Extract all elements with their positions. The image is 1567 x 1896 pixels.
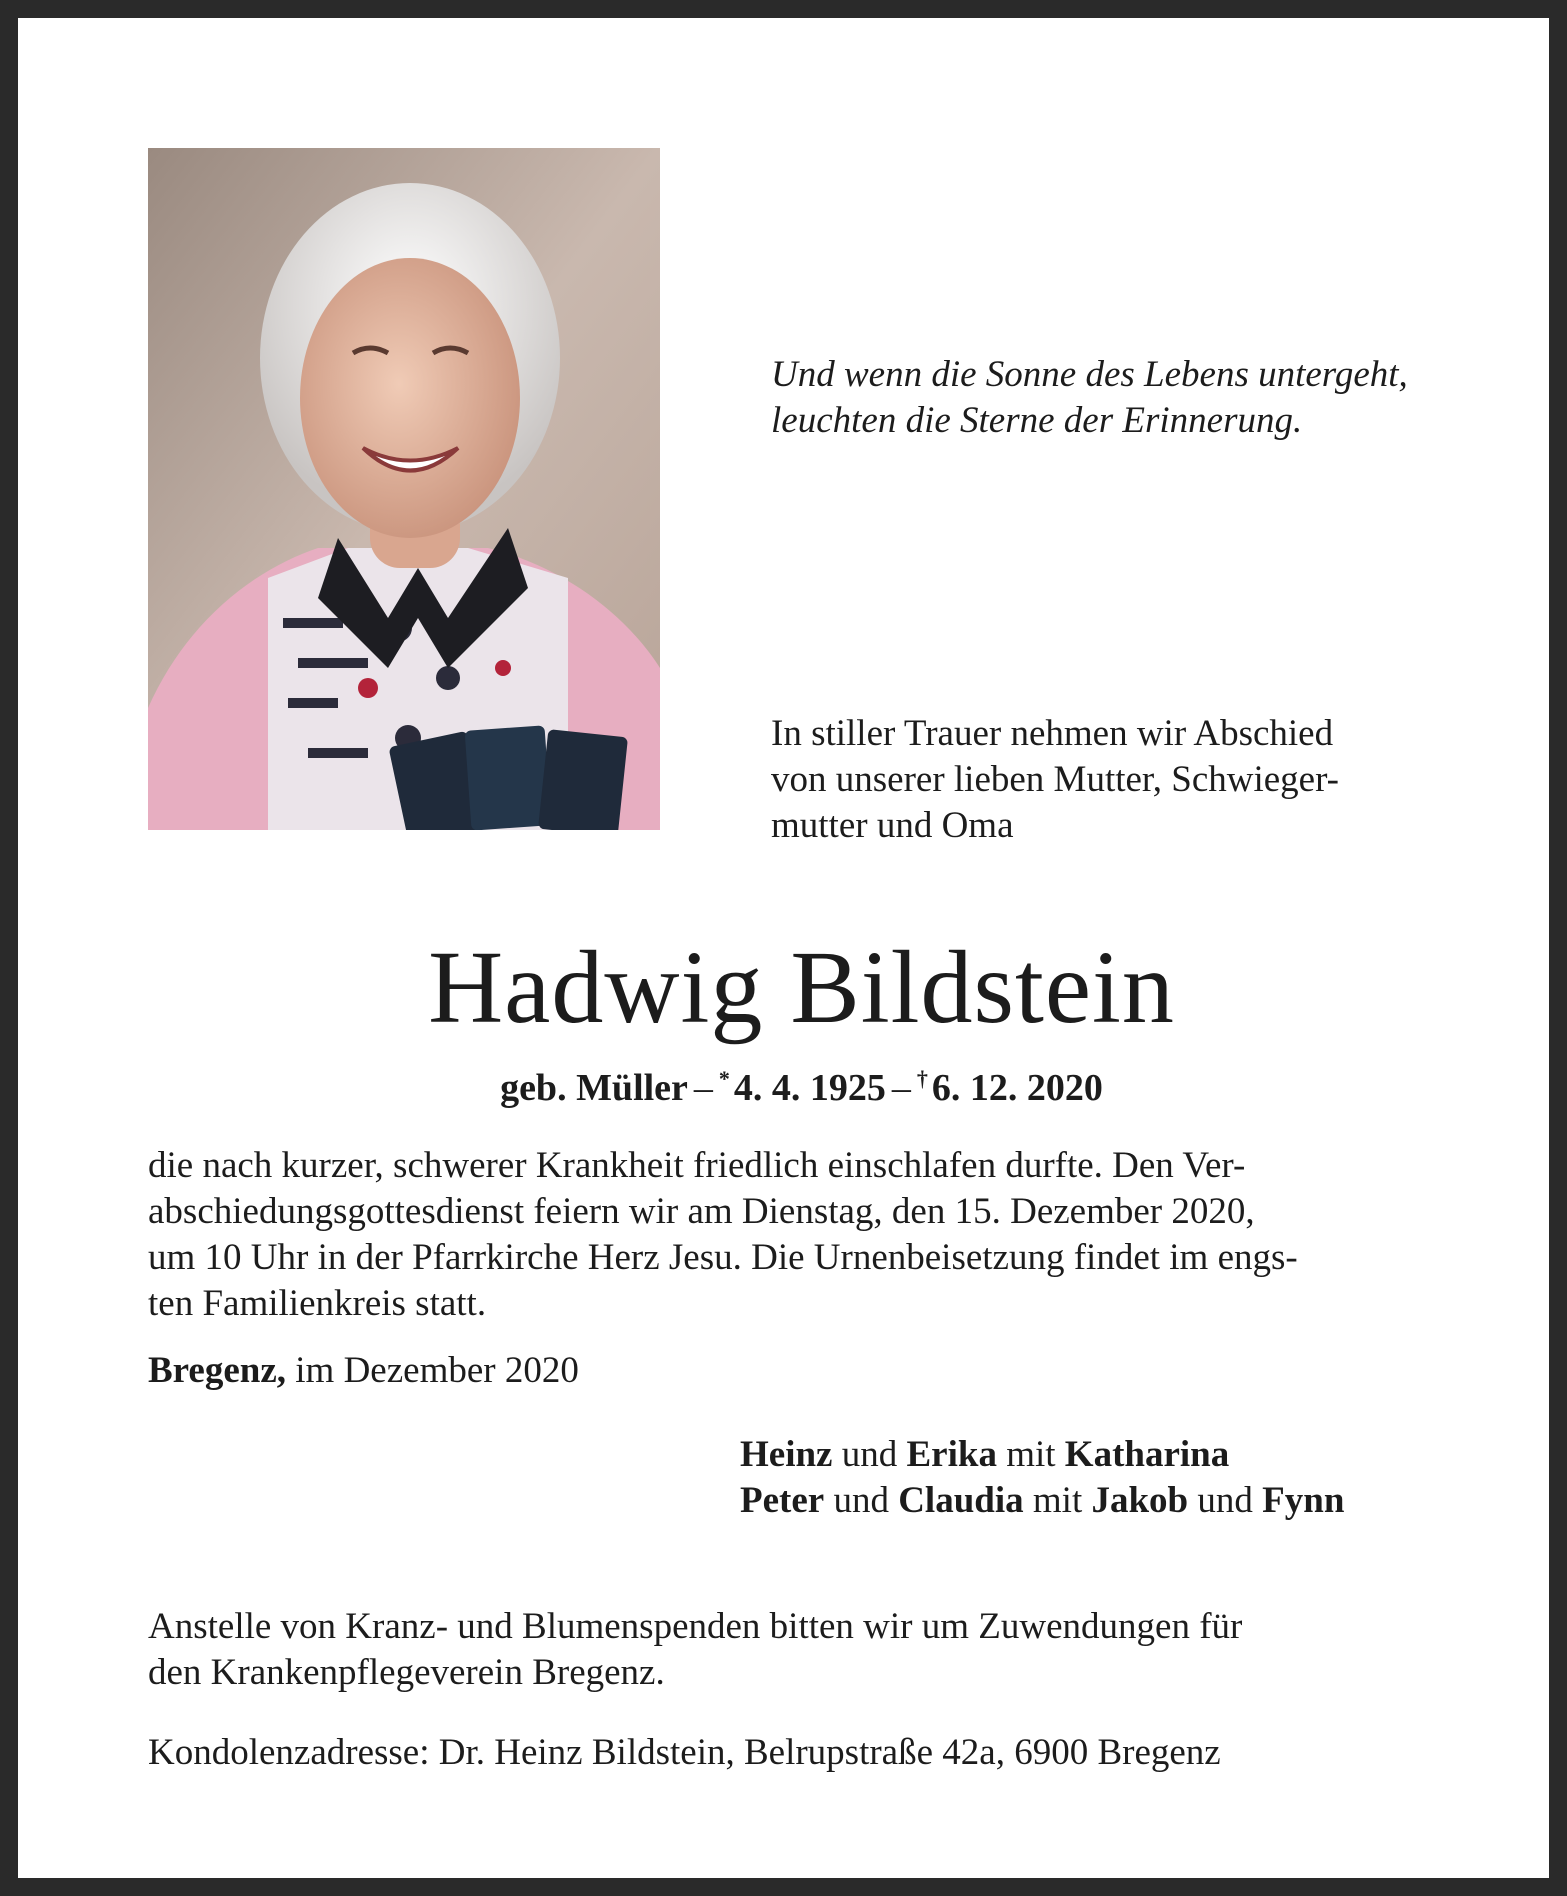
announcement-line: abschiedungsgottesdienst feiern wir am Dienstag, den 15. Dezember 2020, [148,1191,1255,1232]
portrait-photo [148,148,660,830]
announcement-line: die nach kurzer, schwerer Krankheit friedlich einschlafen durfte. Den Ver- [148,1145,1246,1186]
death-date: 6. 12. 2020 [931,1067,1103,1109]
deceased-name: Hadwig Bildstein [428,930,1175,1045]
separator: – [693,1067,713,1109]
family-line [740,1478,1344,1524]
maiden-name: geb. Müller [500,1067,688,1109]
death-symbol: † [916,1066,928,1091]
family-name: Jakob [1091,1480,1189,1521]
family-name: Heinz [740,1434,833,1475]
memorial-quote [771,352,1471,444]
connector: mit [1032,1480,1083,1521]
family-name: Claudia [898,1480,1024,1521]
announcement-text [148,1143,1458,1327]
announcement-line: um 10 Uhr in der Pfarrkirche Herz Jesu. Die Urnenbeisetzung findet im engs- [148,1237,1298,1278]
quote-line: leuchten die Sterne der Erinnerung. [771,400,1303,441]
intro-line: In stiller Trauer nehmen wir Abschied [771,713,1334,754]
place-and-date [148,1348,579,1394]
announcement-line: ten Familienkreis statt. [148,1283,487,1324]
place: Bregenz, [148,1350,287,1391]
intro-line: von unserer lieben Mutter, Schwieger- [771,759,1340,800]
family-signatures [740,1432,1344,1524]
mourning-intro [771,711,1471,849]
connector: und [841,1434,898,1475]
donation-line: Anstelle von Kranz- und Blumenspenden bitten wir um Zuwendungen für [148,1606,1243,1647]
separator: – [891,1067,911,1109]
family-name: Peter [740,1480,825,1521]
donation-line: den Krankenpflegeverein Bregenz. [148,1652,665,1693]
family-line [740,1432,1344,1478]
connector: und [833,1480,889,1521]
birth-symbol: * [718,1066,730,1091]
family-name: Fynn [1262,1480,1345,1521]
connector: mit [1006,1434,1056,1475]
family-name: Erika [906,1434,997,1475]
quote-line: Und wenn die Sonne des Lebens untergeht, [771,354,1408,395]
condolence-address: Kondolenzadresse: Dr. Heinz Bildstein, Belrupstraße 42a, 6900 Bregenz [148,1732,1221,1773]
connector: und [1197,1480,1253,1521]
date: im Dezember 2020 [295,1350,579,1391]
intro-line: mutter und Oma [771,805,1014,846]
birth-date: 4. 4. 1925 [733,1067,886,1109]
donation-request [148,1604,1458,1696]
birth-death-dates [18,1056,1567,1111]
family-name: Katharina [1064,1434,1230,1475]
